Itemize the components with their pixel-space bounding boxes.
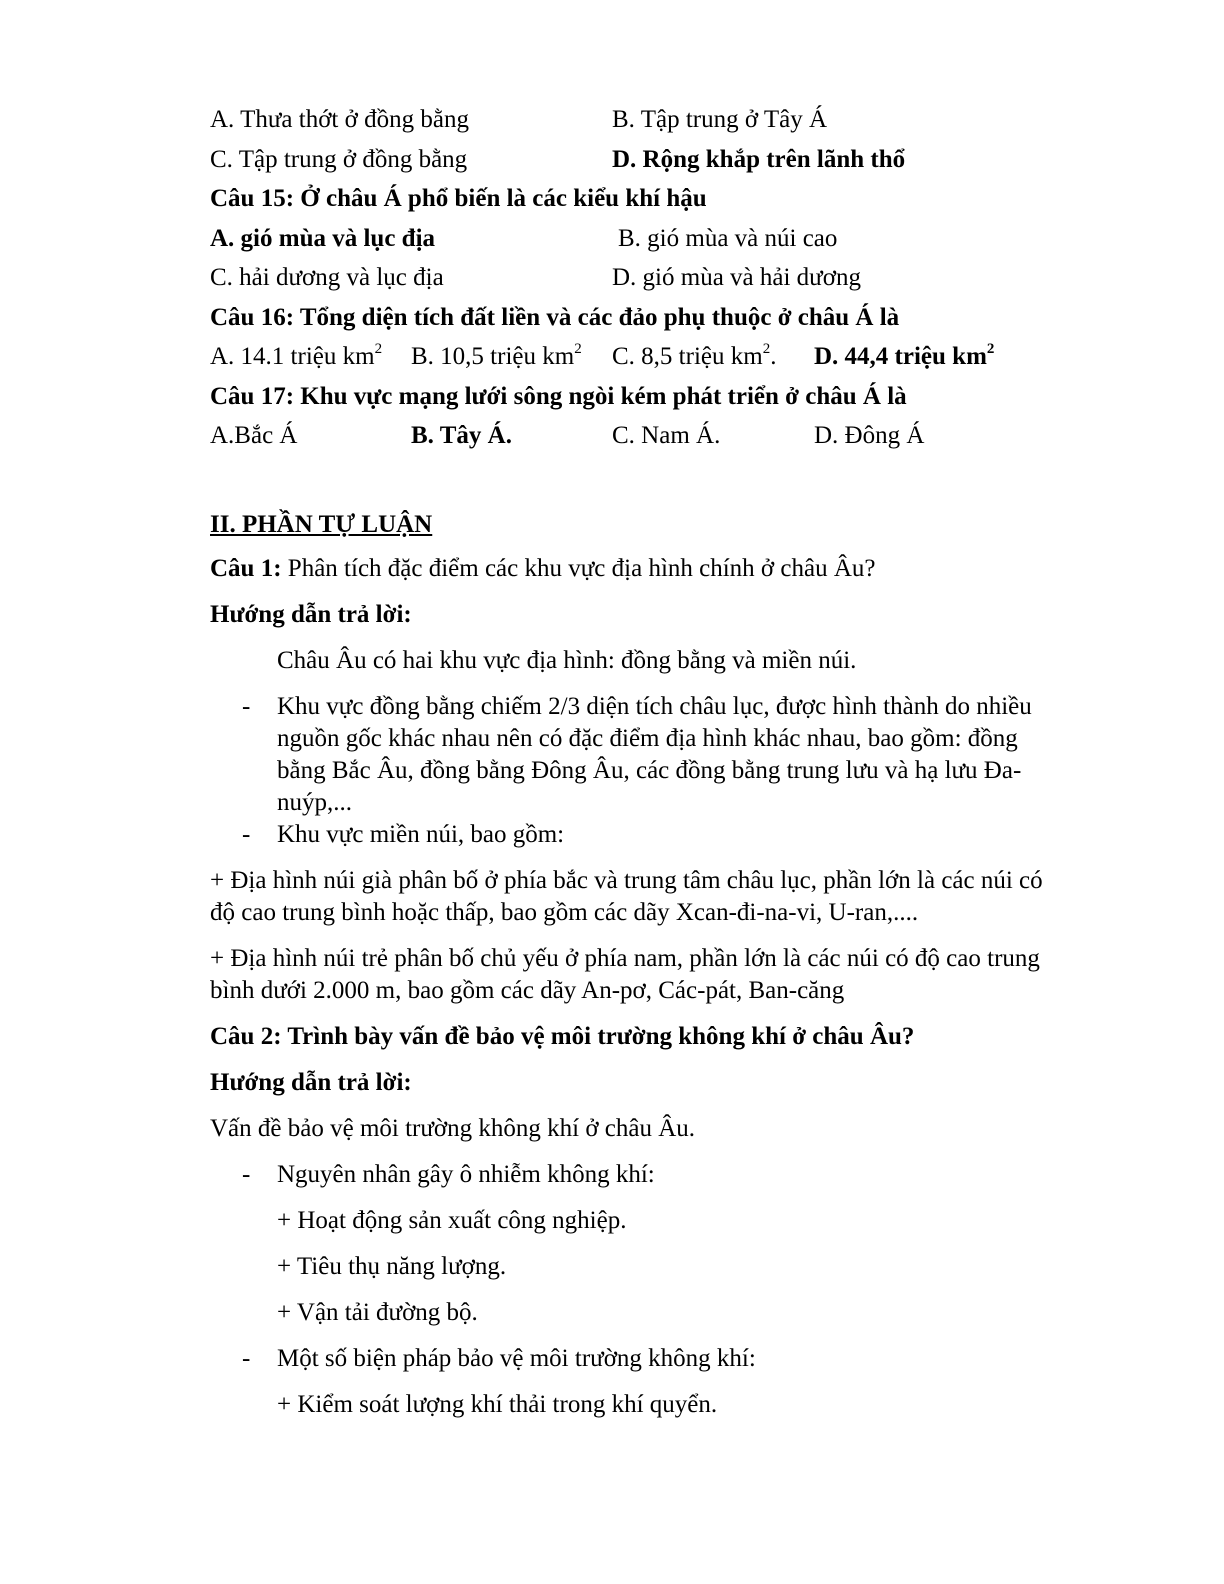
q17-option-c: C. Nam Á. [612,422,721,449]
q16-option-c [612,337,776,377]
dash-marker: - [242,820,251,848]
q14-options-row-2 [210,140,1070,180]
essay2-cause-1: + Hoạt động sản xuất công nghiệp. [277,1206,627,1234]
essay1-young-mountains: + Địa hình núi trẻ phân bố chủ yếu ở phía nam, phần lớn là các núi có độ cao trung bình dưới 2.000 m, bao gồm các dãy An-pơ, Các-pát, Ban-căng [210,944,1040,1004]
essay2-cause-3: + Vận tải đường bộ. [277,1298,478,1326]
essay1-bullet-2 [210,819,1070,851]
essay1-guide: Hướng dẫn trả lời: [210,600,412,628]
document-page [210,100,1070,1421]
q14-option-d-answer: D. Rộng khắp trên lãnh thổ [612,145,906,173]
q16-option-b-text: B. 10,5 triệu km [411,343,575,370]
q17-option-b-answer: B. Tây Á. [411,422,512,449]
q17-option-a: A.Bắc Á [210,422,298,449]
q16-option-c-exponent: 2 [762,340,771,357]
essay2-guide: Hướng dẫn trả lời: [210,1068,412,1096]
q14-option-b: B. Tập trung ở Tây Á [612,106,828,133]
q16-option-a-exponent: 2 [374,340,383,357]
dash-marker: - [242,692,251,720]
q14-option-a: A. Thưa thớt ở đồng bằng [210,106,469,133]
q16-option-b-exponent: 2 [574,340,582,357]
q15-option-b: B. gió mùa và núi cao [618,224,838,252]
essay2-bullet-1 [210,1159,1070,1191]
q16-option-d-text: D. 44,4 triệu km [814,343,987,370]
q16-title: Câu 16: Tổng diện tích đất liền và các đảo phụ thuộc ở châu Á là [210,303,900,331]
q17-option-d: D. Đông Á [814,422,925,449]
essay1-intro: Châu Âu có hai khu vực địa hình: đồng bằng và miền núi. [277,646,857,674]
dash-marker: - [242,1344,251,1372]
q16-option-c-suffix: . [770,343,777,370]
essay1-question-text: Phân tích đặc điểm các khu vực địa hình chính ở châu Âu? [281,554,876,582]
q17-options-row [210,416,1070,456]
essay2-intro: Vấn đề bảo vệ môi trường không khí ở châu Âu. [210,1114,696,1142]
essay1-old-mountains: + Địa hình núi già phân bố ở phía bắc và trung tâm châu lục, phần lớn là các núi có độ cao trung bình hoặc thấp, bao gồm các dãy Xcan-đi-na-vi, U-ran,.... [210,866,1043,926]
q15-option-a-answer: A. gió mùa và lục địa [210,224,436,252]
q15-options-row-2 [210,258,1070,298]
essay2-bullet-2-text: Một số biện pháp bảo vệ môi trường không khí: [277,1344,756,1372]
dash-marker: - [242,1160,251,1188]
essay2-measure-1: + Kiểm soát lượng khí thải trong khí quyển. [277,1390,718,1418]
q15-title: Câu 15: Ở châu Á phổ biến là các kiểu khí hậu [210,185,707,212]
q16-option-d-exponent: 2 [986,340,995,357]
essay1-bullet-1 [210,691,1070,819]
section-heading: II. PHẦN TỰ LUẬN [210,510,433,538]
q17-title: Câu 17: Khu vực mạng lưới sông ngòi kém phát triển ở châu Á là [210,382,907,410]
q16-option-a-text: A. 14.1 triệu km [210,343,375,370]
q15-option-d: D. gió mùa và hải dương [612,264,861,291]
q16-options-row [210,337,1070,377]
q16-option-d-answer [814,337,994,377]
essay1-label: Câu 1: [210,554,282,582]
essay1-bullet-2-text: Khu vực miền núi, bao gồm: [277,820,565,848]
q15-options-row-1 [210,219,1070,259]
essay1-bullet-1-text: Khu vực đồng bằng chiếm 2/3 diện tích châu lục, được hình thành do nhiều nguồn gốc khác nhau nên có đặc điểm địa hình khác nhau, bao gồm: đồng bằng Bắc Âu, đồng bằng Đông Âu, các đồng bằng trung lưu và hạ lưu Đa-nuýp,... [277,692,1032,816]
essay2-cause-2: + Tiêu thụ năng lượng. [277,1252,507,1280]
q16-option-c-text: C. 8,5 triệu km [612,343,763,370]
q14-option-c: C. Tập trung ở đồng bằng [210,145,468,173]
q15-option-c: C. hải dương và lục địa [210,264,444,291]
essay1-question [210,553,1070,585]
q16-option-a [210,337,382,377]
essay2-bullet-1-text: Nguyên nhân gây ô nhiễm không khí: [277,1160,655,1188]
q16-option-b [411,337,582,377]
essay2-title: Câu 2: Trình bày vấn đề bảo vệ môi trường không khí ở châu Âu? [210,1022,915,1050]
essay2-bullet-2 [210,1343,1070,1375]
q14-options-row-1 [210,100,1070,140]
